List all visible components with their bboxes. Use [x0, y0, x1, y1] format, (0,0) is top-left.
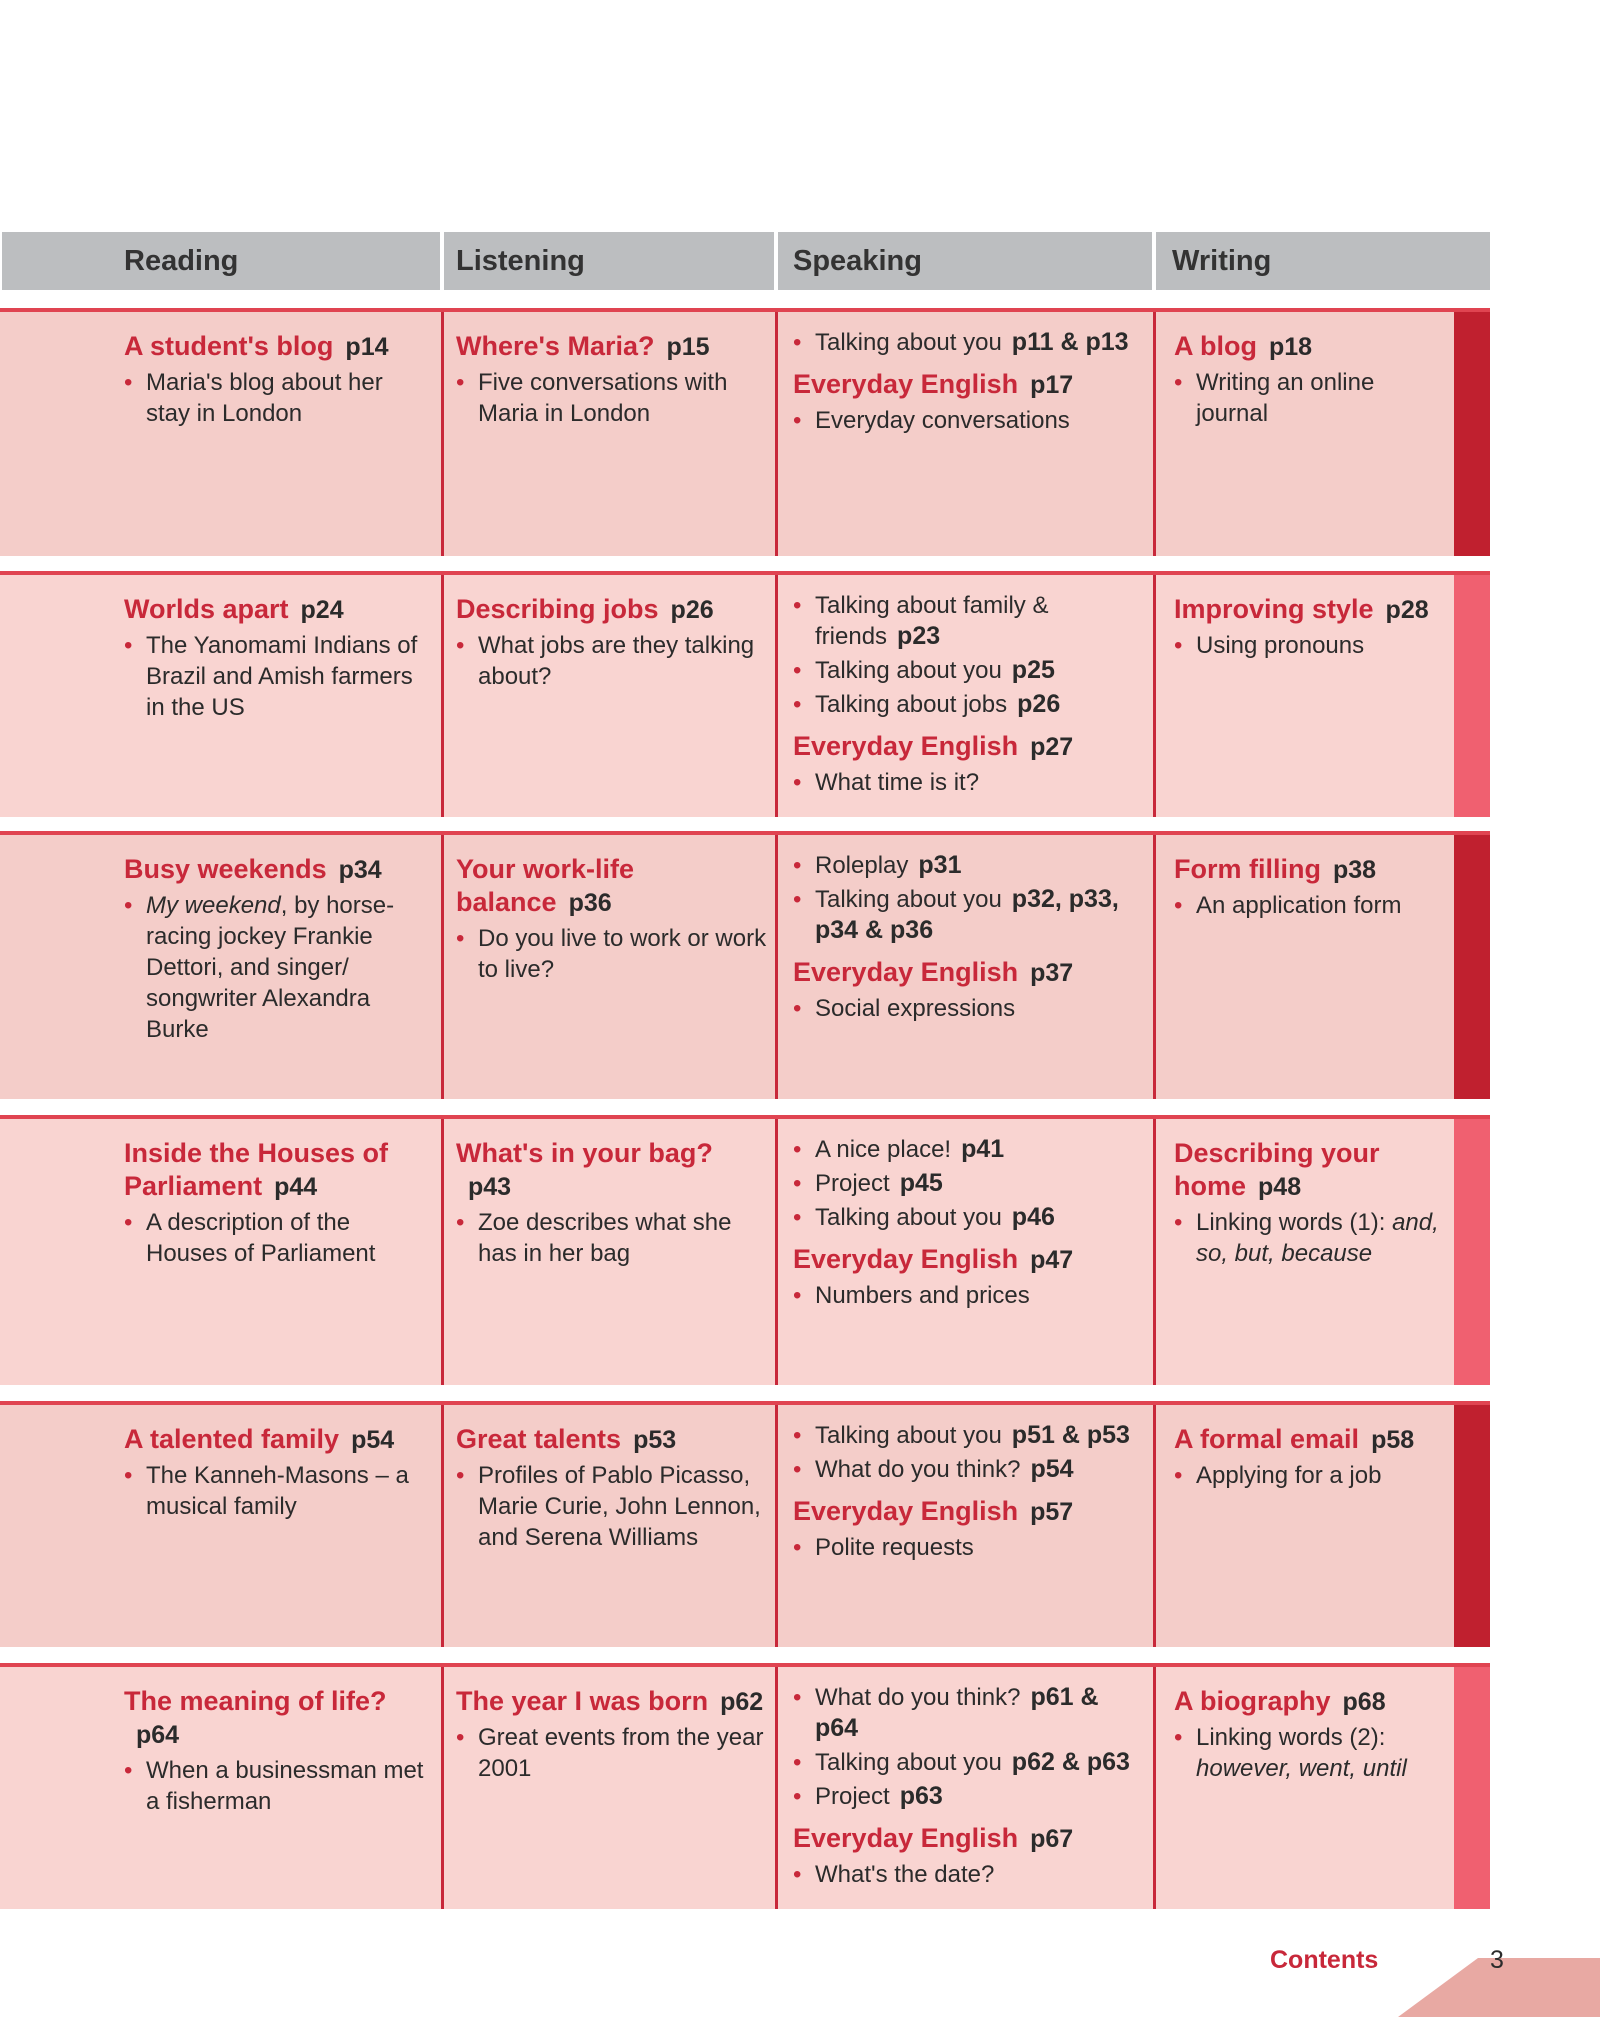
table-header: [0, 232, 1490, 290]
listening-cell: [444, 312, 778, 556]
listening-content: [456, 1417, 767, 1553]
section-title-text: Improving style: [1174, 594, 1374, 624]
bullet-text: When a businessman met a fisherman: [146, 1757, 424, 1815]
writing-cell: [1156, 1667, 1454, 1909]
section-title-text: A formal email: [1174, 1424, 1360, 1454]
bullet-text: An application form: [1196, 892, 1402, 919]
bullet-text: Social expressions: [815, 995, 1016, 1022]
bullet-text: Talking about family & friends: [815, 592, 1049, 650]
everyday-english-title: [793, 956, 1145, 990]
reading-content: [124, 1679, 433, 1817]
bullet-item: [456, 630, 767, 692]
bullet-text: A nice place!: [815, 1136, 952, 1163]
page-reference: p32, p33, p34 & p36: [815, 885, 1119, 944]
listening-title: [456, 1423, 767, 1457]
header-reading: [2, 232, 440, 290]
reading-content: [124, 847, 433, 1045]
listening-cell: [444, 1119, 778, 1385]
bullet-item: [793, 1280, 1145, 1311]
page-reference: p28: [1385, 596, 1429, 624]
bullet-item: [793, 1859, 1145, 1890]
page-reference: p62: [720, 1688, 764, 1716]
bullet-text: Roleplay: [815, 852, 909, 879]
speaking-content: [793, 847, 1145, 1024]
writing-content: [1174, 847, 1446, 921]
section-title-text: Worlds apart: [124, 594, 289, 624]
unit-row: [0, 1663, 1490, 1909]
bullet-item: [124, 1207, 433, 1269]
bullet-text: Numbers and prices: [815, 1282, 1030, 1309]
bullet-item: [793, 590, 1145, 652]
bullet-item: [793, 1454, 1145, 1485]
bullet-item: [1174, 630, 1446, 661]
speaking-cell: [778, 312, 1156, 556]
page-reference: p53: [633, 1426, 677, 1454]
everyday-english-text: Everyday English: [793, 957, 1019, 987]
speaking-cell: [778, 575, 1156, 817]
bullet-item: [793, 1134, 1145, 1165]
reading-title: [124, 1137, 433, 1204]
reading-title: [124, 1423, 433, 1457]
bullet-text: What time is it?: [815, 769, 980, 796]
speaking-content: [793, 324, 1145, 436]
reading-content: [124, 1417, 433, 1522]
writing-title: [1174, 593, 1446, 627]
bullet-text: Talking about you: [815, 329, 1002, 356]
bullet-item: [124, 1755, 433, 1817]
listening-title: [456, 853, 767, 920]
page-reference: p23: [897, 622, 941, 650]
listening-title: [456, 1137, 767, 1204]
everyday-english-title: [793, 1822, 1145, 1856]
page-reference: p24: [300, 596, 344, 624]
header-listening: [444, 232, 774, 290]
section-title-text: A biography: [1174, 1686, 1331, 1716]
everyday-english-title: [793, 730, 1145, 764]
page-reference: p64: [136, 1721, 180, 1749]
unit-row: [0, 1401, 1490, 1647]
speaking-content: [793, 1417, 1145, 1563]
everyday-english-title: [793, 1243, 1145, 1277]
page-reference: p36: [568, 889, 612, 917]
bullet-text: Everyday conversations: [815, 407, 1070, 434]
writing-cell: [1156, 1119, 1454, 1385]
bullet-text: Talking about jobs: [815, 691, 1008, 718]
bullet-text: Great events from the year 2001: [478, 1724, 764, 1782]
reading-cell: [0, 312, 444, 556]
bullet-item: [793, 1168, 1145, 1199]
page-reference: p62 & p63: [1011, 1748, 1130, 1776]
header-speaking-label: Speaking: [793, 245, 922, 277]
header-speaking: [778, 232, 1152, 290]
bullet-text: Linking words (1):: [1196, 1209, 1393, 1236]
reading-content: [124, 1131, 433, 1269]
bullet-item: [793, 1682, 1145, 1744]
bullet-text: The Kanneh-Masons – a musical family: [146, 1462, 409, 1520]
bullet-text: The Yanomami Indians of Brazil and Amish farmers in the US: [146, 632, 418, 721]
listening-cell: [444, 835, 778, 1099]
listening-title: [456, 1685, 767, 1719]
bullet-text: Project: [815, 1783, 890, 1810]
listening-cell: [444, 1667, 778, 1909]
bullet-italic: and, so, but, because: [1196, 1209, 1439, 1267]
listening-cell: [444, 1405, 778, 1647]
page-reference: p54: [1030, 1455, 1074, 1483]
everyday-english-title: [793, 368, 1145, 402]
bullet-item: [1174, 1207, 1446, 1269]
page-reference: p61 & p64: [815, 1683, 1099, 1742]
writing-cell: [1156, 835, 1454, 1099]
page-reference: p26: [670, 596, 714, 624]
reading-cell: [0, 1405, 444, 1647]
page-reference: p45: [899, 1169, 943, 1197]
bullet-italic: My weekend: [146, 892, 281, 919]
page-reference: p38: [1332, 856, 1377, 884]
bullet-italic: however, went, until: [1196, 1755, 1407, 1782]
bullet-item: [456, 1207, 767, 1269]
bullet-item: [793, 850, 1145, 881]
bullet-item: [793, 993, 1145, 1024]
bullet-item: [124, 890, 433, 1045]
everyday-english-text: Everyday English: [793, 1496, 1019, 1526]
bullet-text: Project: [815, 1170, 890, 1197]
page-reference: p46: [1011, 1203, 1055, 1231]
bullet-text: Talking about you: [815, 1749, 1002, 1776]
listening-content: [456, 1679, 767, 1784]
bullet-item: [124, 367, 433, 429]
page-reference: p58: [1371, 1426, 1415, 1454]
speaking-cell: [778, 1405, 1156, 1647]
page-reference: p54: [351, 1426, 395, 1454]
header-writing-label: Writing: [1172, 245, 1272, 277]
bullet-text: Profiles of Pablo Picasso, Marie Curie, John Lennon, and Serena Williams: [478, 1462, 761, 1551]
bullet-item: [456, 1722, 767, 1784]
everyday-english-text: Everyday English: [793, 369, 1019, 399]
writing-title: [1174, 1685, 1446, 1719]
speaking-cell: [778, 1119, 1156, 1385]
writing-content: [1174, 587, 1446, 661]
reading-title: [124, 1685, 433, 1752]
page-reference: p43: [468, 1173, 512, 1201]
bullet-text: Linking words (2):: [1196, 1724, 1386, 1751]
writing-title: [1174, 1423, 1446, 1457]
listening-content: [456, 587, 767, 692]
page-reference: p15: [666, 333, 710, 361]
section-title-text: The meaning of life?: [124, 1686, 387, 1716]
section-title-text: A talented family: [124, 1424, 340, 1454]
row-edge-stripe: [1454, 1119, 1490, 1385]
writing-content: [1174, 1679, 1446, 1784]
everyday-english-text: Everyday English: [793, 731, 1019, 761]
page-reference: p18: [1268, 333, 1313, 361]
page-reference: p37: [1030, 959, 1074, 987]
everyday-english-title: [793, 1495, 1145, 1529]
page-reference: p47: [1030, 1246, 1074, 1274]
bullet-item: [1174, 890, 1446, 921]
page-reference: p11 & p13: [1011, 328, 1129, 356]
unit-row: [0, 1115, 1490, 1385]
unit-row: [0, 831, 1490, 1099]
bullet-text: Zoe describes what she has in her bag: [478, 1209, 732, 1267]
bullet-item: [1174, 1460, 1446, 1491]
bullet-text: What do you think?: [815, 1456, 1021, 1483]
page-reference: p68: [1342, 1688, 1386, 1716]
speaking-cell: [778, 1667, 1156, 1909]
listening-title: [456, 593, 767, 627]
writing-content: [1174, 1417, 1446, 1491]
page-reference: p17: [1030, 371, 1074, 399]
bullet-item: [1174, 1722, 1446, 1784]
writing-content: [1174, 1131, 1446, 1269]
row-edge-stripe: [1454, 575, 1490, 817]
section-title-text: A student's blog: [124, 331, 334, 361]
reading-title: [124, 330, 433, 364]
reading-title: [124, 853, 433, 887]
bullet-item: [124, 1460, 433, 1522]
section-title-text: Great talents: [456, 1424, 622, 1454]
bullet-item: [793, 327, 1145, 358]
listening-cell: [444, 575, 778, 817]
bullet-item: [793, 767, 1145, 798]
listening-content: [456, 1131, 767, 1269]
reading-cell: [0, 835, 444, 1099]
speaking-content: [793, 1131, 1145, 1311]
bullet-item: [793, 1420, 1145, 1451]
section-title-text: Inside the Houses of Parliament: [124, 1138, 389, 1201]
page-reference: p27: [1030, 733, 1074, 761]
listening-content: [456, 324, 767, 429]
page-reference: p25: [1011, 656, 1055, 684]
bullet-item: [456, 923, 767, 985]
page-reference: p26: [1017, 690, 1061, 718]
page-reference: p34: [338, 856, 382, 884]
bullet-item: [793, 689, 1145, 720]
bullet-text: Applying for a job: [1196, 1462, 1382, 1489]
header-reading-label: Reading: [124, 245, 239, 277]
writing-title: [1174, 330, 1446, 364]
page-reference: p67: [1030, 1825, 1074, 1853]
writing-title: [1174, 853, 1446, 887]
section-title-text: The year I was born: [456, 1686, 709, 1716]
reading-cell: [0, 1667, 444, 1909]
section-title-text: What's in your bag?: [456, 1138, 713, 1168]
section-title-text: Your work-life balance: [456, 854, 635, 917]
bullet-text: , by horse-racing jockey Frankie Dettori, and singer/ songwriter Alexandra Burke: [146, 892, 395, 1043]
writing-cell: [1156, 312, 1454, 556]
bullet-item: [1174, 367, 1446, 429]
bullet-item: [793, 1747, 1145, 1778]
everyday-english-text: Everyday English: [793, 1823, 1019, 1853]
bullet-text: Using pronouns: [1196, 632, 1365, 659]
bullet-text: Maria's blog about her stay in London: [146, 369, 383, 427]
page-reference: p63: [899, 1782, 943, 1810]
bullet-item: [793, 405, 1145, 436]
bullet-text: Talking about you: [815, 657, 1002, 684]
writing-cell: [1156, 575, 1454, 817]
bullet-item: [456, 1460, 767, 1553]
writing-cell: [1156, 1405, 1454, 1647]
bullet-item: [793, 1781, 1145, 1812]
writing-content: [1174, 324, 1446, 429]
bullet-text: Five conversations with Maria in London: [478, 369, 728, 427]
bullet-text: Polite requests: [815, 1534, 974, 1561]
bullet-text: What's the date?: [815, 1861, 995, 1888]
bullet-text: Talking about you: [815, 886, 1002, 913]
listening-title: [456, 330, 767, 364]
bullet-item: [124, 630, 433, 723]
page-reference: p31: [918, 851, 962, 879]
page-reference: p51 & p53: [1011, 1421, 1130, 1449]
bullet-text: Talking about you: [815, 1204, 1002, 1231]
page-reference: p41: [961, 1135, 1005, 1163]
page-reference: p14: [345, 333, 389, 361]
header-writing: [1156, 232, 1490, 290]
unit-row: [0, 308, 1490, 556]
bullet-text: Do you live to work or work to live?: [478, 925, 767, 983]
reading-content: [124, 587, 433, 723]
bullet-item: [793, 1532, 1145, 1563]
speaking-cell: [778, 835, 1156, 1099]
reading-cell: [0, 1119, 444, 1385]
bullet-text: A description of the Houses of Parliament: [146, 1209, 376, 1267]
bullet-text: What do you think?: [815, 1684, 1021, 1711]
reading-title: [124, 593, 433, 627]
row-edge-stripe: [1454, 835, 1490, 1099]
footer-contents-label: Contents: [1270, 1946, 1379, 1974]
section-title-text: Form filling: [1174, 854, 1321, 884]
row-edge-stripe: [1454, 1405, 1490, 1647]
section-title-text: Describing jobs: [456, 594, 659, 624]
bullet-item: [793, 655, 1145, 686]
reading-content: [124, 324, 433, 429]
everyday-english-text: Everyday English: [793, 1244, 1019, 1274]
section-title-text: Where's Maria?: [456, 331, 655, 361]
row-edge-stripe: [1454, 1667, 1490, 1909]
page-reference: p44: [274, 1173, 318, 1201]
section-title-text: Describing your home: [1174, 1138, 1380, 1201]
header-listening-label: Listening: [456, 245, 585, 277]
row-edge-stripe: [1454, 312, 1490, 556]
bullet-text: What jobs are they talking about?: [478, 632, 755, 690]
section-title-text: A blog: [1174, 331, 1257, 361]
listening-content: [456, 847, 767, 985]
bullet-item: [456, 367, 767, 429]
bullet-text: Writing an online journal: [1196, 369, 1375, 427]
bullet-text: Talking about you: [815, 1422, 1002, 1449]
bullet-item: [793, 884, 1145, 946]
writing-title: [1174, 1137, 1446, 1204]
bullet-item: [793, 1202, 1145, 1233]
speaking-content: [793, 1679, 1145, 1890]
page-reference: p57: [1030, 1498, 1074, 1526]
unit-row: [0, 571, 1490, 817]
page-reference: p48: [1258, 1173, 1302, 1201]
section-title-text: Busy weekends: [124, 854, 327, 884]
reading-cell: [0, 575, 444, 817]
footer-page-number: 3: [1490, 1946, 1504, 1974]
speaking-content: [793, 587, 1145, 798]
